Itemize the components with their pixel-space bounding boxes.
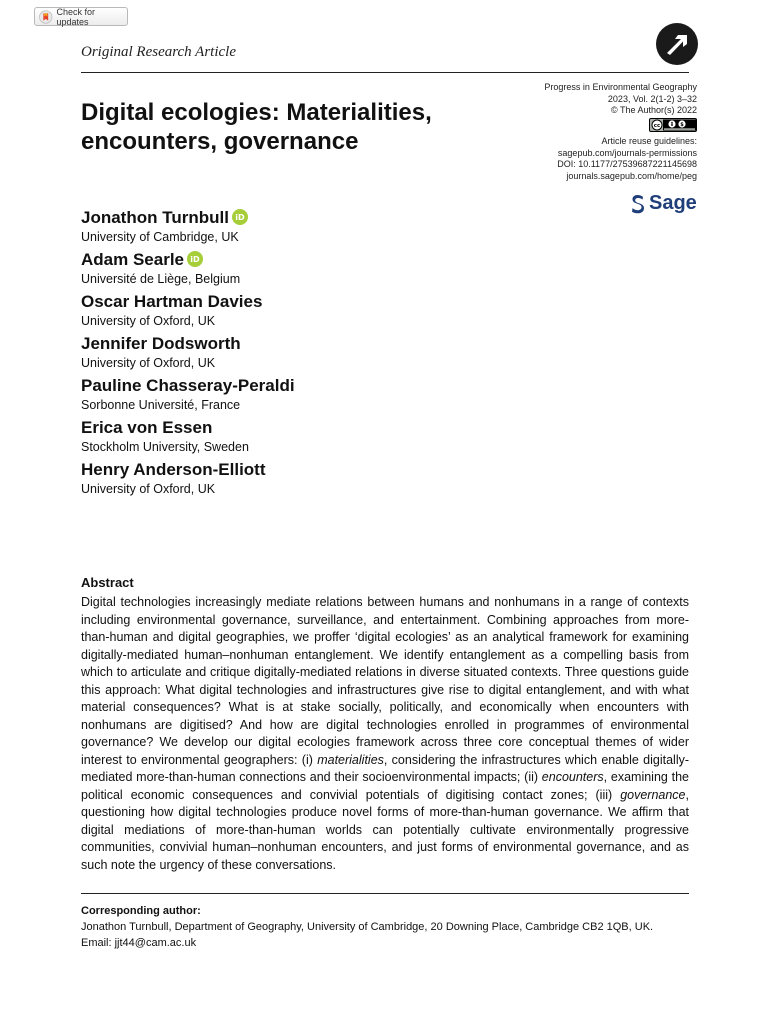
abstract-text-part: Digital technologies increasingly mediate relations between humans and nonhumans in a range of contexts including environmental governance, surveillance, and entertainment. Combining approaches from more-than-human and digital geographies, we proffer ‘digital ecologies’ as an analytical framework for examining digitally-mediated human–nonhuman entanglement. We identify entanglement as a compelling basis from which to articulate and critique digitally-mediated relations in diverse situated contexts. Three questions guide this approach: What digital technologies and infrastructures give rise to digital entanglement, and with what material consequences? What is at stake socially, politically, and economically when encounters with nonhumans are digitised? And how are digital technologies enrolled in programmes of environmental governance? We develop our digital ecologies framework across three core conceptual themes of wider interest to environmental geographers: (i) xyxy=(81,595,689,767)
author-list xyxy=(81,207,581,501)
journal-logo-icon xyxy=(655,22,699,66)
publisher-logo xyxy=(631,192,697,215)
orcid-icon[interactable] xyxy=(187,251,203,267)
author-entry xyxy=(81,291,581,330)
svg-text:iD: iD xyxy=(190,255,200,265)
reuse-guidelines-label: Article reuse guidelines: xyxy=(601,136,697,146)
article-type: Original Research Article xyxy=(81,44,236,60)
journal-name: Progress in Environmental Geography xyxy=(544,82,697,92)
author-affiliation: University of Oxford, UK xyxy=(81,314,216,328)
author-name: Jonathon Turnbull xyxy=(81,208,229,227)
journal-volume: 2023, Vol. 2(1-2) 3–32 xyxy=(607,93,697,104)
orcid-icon[interactable] xyxy=(232,209,248,225)
author-affiliation: Université de Liège, Belgium xyxy=(81,272,241,286)
author-affiliation: University of Oxford, UK xyxy=(81,482,216,496)
abstract-text xyxy=(81,594,689,874)
svg-text:iD: iD xyxy=(235,213,245,223)
author-affiliation: University of Oxford, UK xyxy=(81,356,216,370)
bookmark-icon xyxy=(39,10,53,24)
author-affiliation: University of Cambridge, UK xyxy=(81,230,239,244)
abstract-text-part: , questioning how digital technologies produce novel forms of more-than-human governance. We affirm that digital mediations of more-than-human worlds can potentially cultivate environmentally progressive communities, convivial human–nonhuman encounters, and just forms of environmental governance, and as such note the urgency of these conversations. xyxy=(81,787,689,872)
author-affiliation: Sorbonne Université, France xyxy=(81,398,241,412)
corresponding-author-heading: Corresponding author: xyxy=(81,905,201,917)
abstract-text-part: , examining the political economic consequences and convivial potentials of digitising contact zones; (iii) xyxy=(81,770,689,802)
author-entry xyxy=(81,249,581,288)
article-title: Digital ecologies: Materialities, encounters, governance xyxy=(81,99,432,155)
creative-commons-license-icon xyxy=(649,118,697,132)
check-for-updates-label: Check for updates xyxy=(56,6,96,27)
abstract-heading: Abstract xyxy=(81,575,134,590)
journal-info xyxy=(477,82,697,182)
footer-divider xyxy=(81,893,689,894)
check-for-updates-button[interactable] xyxy=(34,7,128,26)
author-name: Jennifer Dodsworth xyxy=(81,334,241,353)
author-entry xyxy=(81,459,581,498)
author-affiliation: Stockholm University, Sweden xyxy=(81,440,249,454)
corresponding-author-address: Jonathon Turnbull, Department of Geography, University of Cambridge, 20 Downing Place, Cambridge CB2 1QB, UK. xyxy=(81,921,654,933)
svg-text:$: $ xyxy=(680,121,684,128)
sage-s-icon xyxy=(631,194,645,214)
author-entry xyxy=(81,333,581,372)
abstract-term-encounters: encounters xyxy=(541,770,604,784)
svg-text:cc: cc xyxy=(653,122,661,129)
publisher-name: Sage xyxy=(649,192,697,214)
corresponding-author-email[interactable]: Email: jjt44@cam.ac.uk xyxy=(81,937,197,949)
abstract-term-materialities: materialities xyxy=(317,752,384,767)
author-name: Pauline Chasseray-Peraldi xyxy=(81,376,295,395)
doi-link[interactable]: DOI: 10.1177/27539687221145698 xyxy=(557,159,697,169)
journal-copyright: © The Author(s) 2022 xyxy=(610,105,697,115)
abstract-term-governance: governance xyxy=(620,787,686,802)
journal-homepage-link[interactable]: journals.sagepub.com/home/peg xyxy=(566,170,697,181)
abstract-text-part: , considering the infrastructures which enable digitally-mediated more-than-human connections and their socioenvironmental impacts; (ii) xyxy=(81,752,690,784)
reuse-guidelines-link[interactable]: sagepub.com/journals-permissions xyxy=(557,147,697,158)
author-name: Erica von Essen xyxy=(81,418,213,437)
author-entry xyxy=(81,375,581,414)
author-name: Adam Searle xyxy=(81,250,184,269)
author-entry xyxy=(81,207,581,246)
header-divider xyxy=(81,72,689,73)
author-entry xyxy=(81,417,581,456)
author-name: Oscar Hartman Davies xyxy=(81,292,263,311)
author-name: Henry Anderson-Elliott xyxy=(81,460,266,479)
